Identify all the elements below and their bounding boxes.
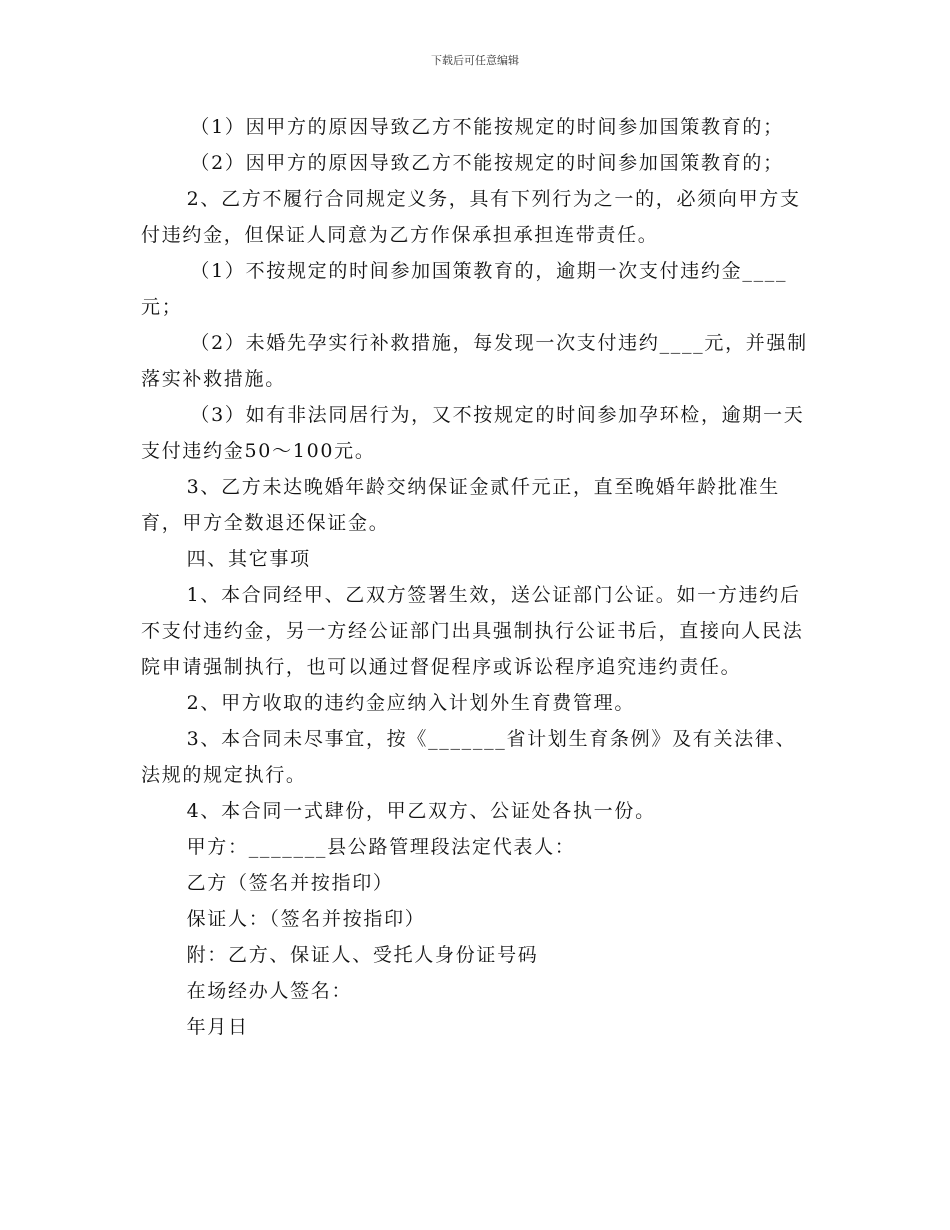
signature-line-handler: 在场经办人签名：	[186, 980, 353, 1002]
clause-paragraph: （2）因甲方的原因导致乙方不能按规定的时间参加国策教育的；	[190, 152, 784, 174]
clause-paragraph: （1）不按规定的时间参加国策教育的，逾期一次支付违约金____元；	[141, 260, 788, 318]
page-header-note: 下载后可任意编辑	[431, 54, 519, 67]
document-body	[141, 109, 809, 1045]
clause-paragraph: 2、甲方收取的违约金应纳入计划外生育费管理。	[186, 692, 636, 714]
attachment-note: 附：乙方、保证人、受托人身份证号码	[186, 944, 539, 966]
clause-paragraph: （2）未婚先孕实行补救措施，每发现一次支付违约____元，并强制落实补救措施。	[141, 332, 808, 390]
clause-paragraph: （1）因甲方的原因导致乙方不能按规定的时间参加国策教育的；	[190, 116, 784, 138]
signature-line-party-b: 乙方（签名并按指印）	[186, 872, 394, 894]
section-heading: 四、其它事项	[186, 548, 311, 570]
clause-paragraph: （3）如有非法同居行为，又不按规定的时间参加孕环检，逾期一天支付违约金50～100元。	[141, 404, 805, 462]
clause-paragraph: 3、乙方未达晚婚年龄交纳保证金贰仟元正，直至晚婚年龄批准生育，甲方全数退还保证金。	[141, 476, 780, 534]
signature-line-guarantor: 保证人：（签名并按指印）	[186, 908, 426, 930]
clause-paragraph: 4、本合同一式肆份，甲乙双方、公证处各执一份。	[186, 800, 656, 822]
date-line: 年月日	[186, 1016, 249, 1038]
clause-paragraph: 3、本合同未尽事宜，按《_______省计划生育条例》及有关法律、法规的规定执行。	[141, 728, 797, 786]
signature-line-party-a: 甲方：_______县公路管理段法定代表人：	[186, 836, 576, 858]
clause-paragraph: 2、乙方不履行合同规定义务，具有下列行为之一的，必须向甲方支付违约金，但保证人同意为乙方作保承担承担连带责任。	[141, 188, 801, 246]
clause-paragraph: 1、本合同经甲、乙双方签署生效，送公证部门公证。如一方违约后不支付违约金，另一方经公证部门出具强制执行公证书后，直接向人民法院申请强制执行，也可以通过督促程序或诉讼程序追究违约责任。	[141, 584, 804, 678]
